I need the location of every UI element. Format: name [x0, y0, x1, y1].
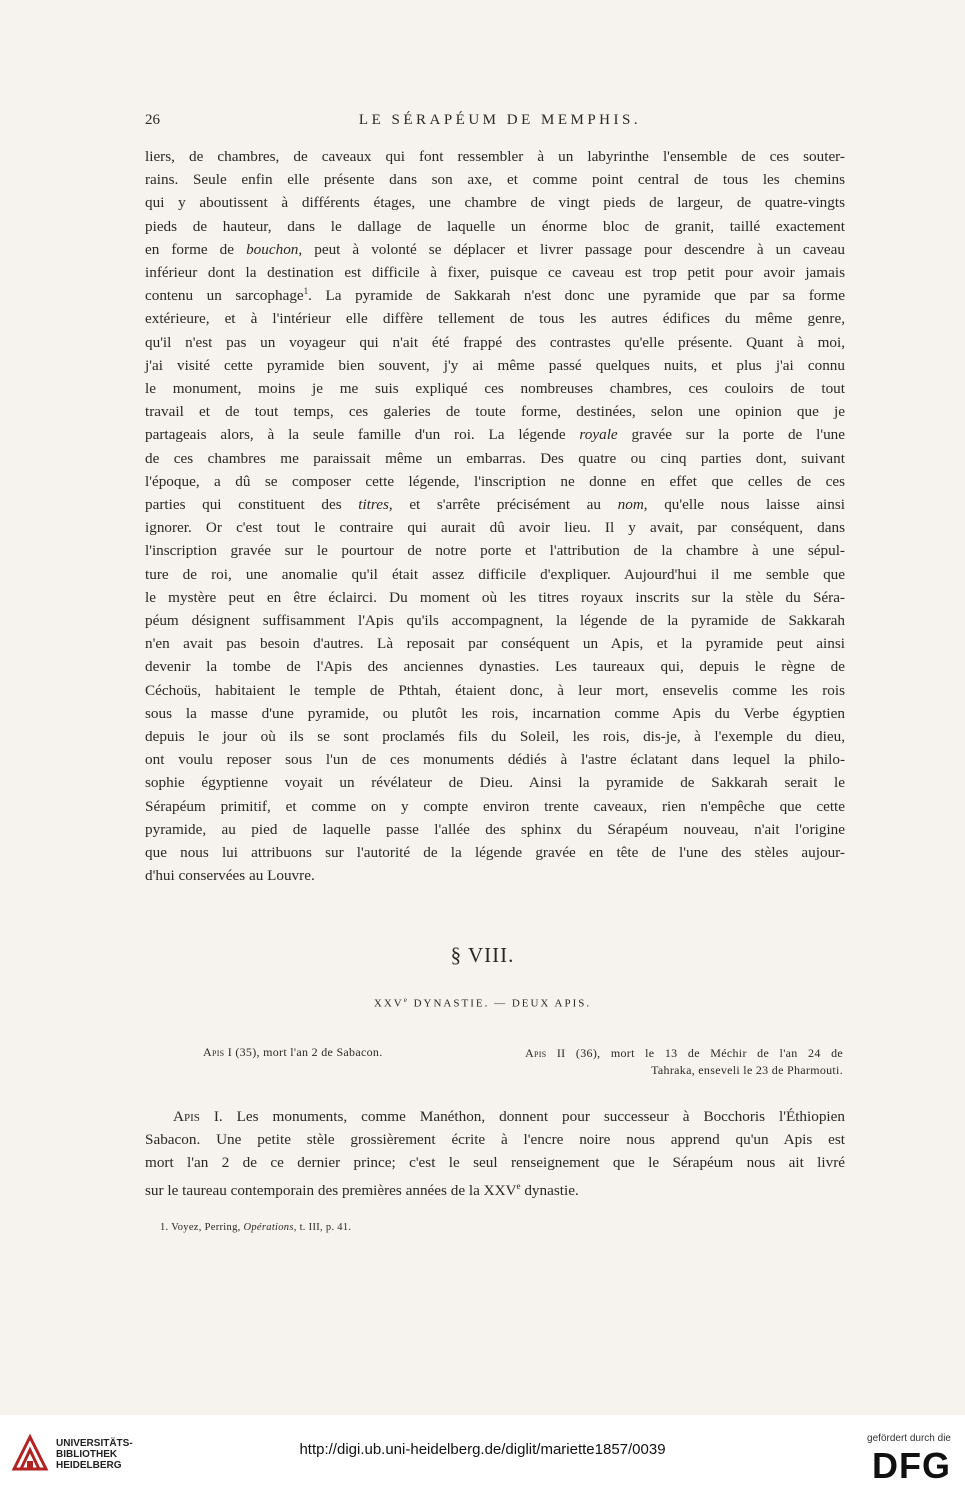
- text-line: partageais alors, à la seule famille d'un roi. La légende royale gravée sur la porte de l'une: [145, 426, 845, 444]
- text-line: d'hui conservées au Louvre.: [145, 867, 315, 885]
- section-heading: § VIII.: [450, 943, 515, 967]
- text-line: péum désignent suffisamment l'Apis qu'ils accompagnent, la légende de la pyramide de Sakkarah: [145, 612, 845, 630]
- text-line: l'inscription gravée sur le pourtour de notre porte et l'attribution de la chambre à une sépul-: [145, 542, 845, 560]
- text-line: Céchoüs, habitaient le temple de Pthtah, étaient donc, à leur mort, ensevelis comme les rois: [145, 681, 845, 699]
- italic-term: royale: [579, 426, 618, 444]
- text-line: Sabacon. Une petite stèle grossièrement écrite à l'encre noire nous apprend qu'un Apis est: [145, 1131, 845, 1149]
- apis-summary-left: Apis I (35), mort l'an 2 de Sabacon.: [203, 1045, 383, 1059]
- dynasty-heading: XXVe DYNASTIE. — DEUX APIS.: [373, 996, 592, 1010]
- page-number: 26: [145, 112, 160, 128]
- text-line: sous la masse d'une pyramide, ou plutôt les rois, incarnation comme Apis du Verbe égyptien: [145, 704, 845, 722]
- footnote-reference: 1: [303, 286, 309, 297]
- text-line: parties qui constituent des titres, et s'arrête précisément au nom, qu'elle nous laisse ainsi: [145, 496, 846, 514]
- text-line: contenu un sarcophage$^1$. La pyramide de Sakkarah n'est donc une pyramide que par sa forme: [145, 286, 845, 305]
- text-line: qui y aboutissent à différents étages, une chambre de vingt pieds de largeur, de quatre-vingts: [145, 194, 845, 212]
- text-line: sur le taureau contemporain des premières années de la XXVe dynastie.: [145, 1180, 579, 1199]
- text-line: le mystère peut en être éclairci. Du moment où les titres royaux inscrits sur la stèle du Séra-: [145, 588, 845, 606]
- italic-term: titres: [358, 496, 389, 514]
- text-line: devenir la tombe de l'Apis des anciennes dynasties. Les taureaux qui, depuis le règne de: [145, 658, 845, 676]
- text-line: depuis le jour où ils se sont proclamés fils du Soleil, les rois, dis-je, à l'exemple du dieu,: [145, 728, 845, 746]
- paragraph-apis-one: [145, 1105, 845, 1202]
- text-line: extérieure, et à l'intérieur elle diffère tellement de tous les autres édifices du même genre,: [145, 310, 845, 328]
- permalink[interactable]: http://digi.ub.uni-heidelberg.de/diglit/mariette1857/0039: [299, 1441, 666, 1458]
- dfg-logo[interactable]: DFG: [872, 1445, 951, 1486]
- apis-summary-right: Apis II (36), mort le 13 de Méchir de l'an 24 de Tahraka, enseveli le 23 de Pharmouti.: [525, 1046, 843, 1077]
- italic-term: bouchon: [246, 240, 299, 258]
- text-line: pyramide, au pied de laquelle passe l'allée des sphinx du Sérapéum nouveau, n'ait l'origine: [145, 820, 845, 838]
- library-name[interactable]: UNIVERSITÄTS- BIBLIOTHEK HEIDELBERG: [56, 1438, 133, 1471]
- text-line: en forme de bouchon, peut à volonté se déplacer et livrer passage pour descendre à un caveau: [145, 240, 845, 258]
- funding-caption: gefördert durch die: [867, 1433, 951, 1444]
- text-line: ont voulu reposer sous l'un de ces monuments dédiés à l'astre éclatant dans lequel la philo-: [145, 751, 845, 769]
- italic-term: nom: [617, 496, 644, 514]
- text-line: sophie égyptienne voyait un révélateur de Dieu. Ainsi la pyramide de Sakkarah serait le: [145, 774, 845, 792]
- text-line: Apis I. Les monuments, comme Manéthon, donnent pour successeur à Bocchoris l'Éthiopien: [173, 1108, 845, 1125]
- text-line: n'en avait pas besoin d'autres. Là reposait par conséquent un Apis, et la pyramide peut ainsi: [145, 635, 845, 653]
- text-line: ture de roi, une anomalie qu'il était assez difficile d'expliquer. Aujourd'hui il me semble que: [145, 565, 845, 583]
- text-line: Sérapéum primitif, et comme on y compte environ trente caveaux, rien n'empêche que cette: [145, 797, 845, 815]
- text-line: que nous lui attribuons sur l'autorité de la légende gravée en tête de l'une des stèles aujour-: [145, 844, 845, 862]
- text-line: j'ai visité cette pyramide bien souvent, j'y ai même passé quelques nuits, et plus j'ai connu: [145, 356, 845, 374]
- text-line: le monument, moins je me suis expliqué ces nombreuses chambres, ces couloirs de tout: [145, 380, 845, 398]
- text-line: travail et de tout temps, ces galeries de toute forme, destinées, selon une opinion que je: [145, 403, 845, 421]
- text-line: l'époque, a dû se composer cette légende, l'inscription ne donne en effet que celles de ces: [145, 472, 845, 490]
- paragraph-main: [145, 145, 845, 888]
- text-line: liers, de chambres, de caveaux qui font ressembler à un labyrinthe l'ensemble de ces souter-: [145, 148, 845, 165]
- footnote: 1. Voyez, Perring, Opérations, t. III, p. 41.: [160, 1222, 352, 1233]
- text-line: ignorer. Or c'est tout le contraire qui aurait dû avoir lieu. Il y avait, par conséquent, dans: [145, 519, 845, 537]
- text-line: de ces chambres me paraissait même un embarras. Des quatre ou cinq parties dont, suivant: [145, 449, 845, 467]
- text-line: qu'il n'est pas un voyageur qui n'ait été frappé des contrastes qu'elle présente. Quant à moi,: [145, 333, 845, 351]
- text-line: mort l'an 2 de ce dernier prince; c'est le seul renseignement que le Sérapéum nous ait livré: [145, 1154, 845, 1172]
- running-title: LE SÉRAPÉUM DE MEMPHIS.: [358, 112, 642, 128]
- text-line: pieds de hauteur, dans le dallage de laquelle un énorme bloc de granit, taillé exactement: [145, 217, 845, 235]
- running-head: [145, 112, 845, 134]
- text-line: rains. Seule enfin elle présente dans son axe, et comme point central de tous les chemins: [145, 171, 845, 189]
- text-line: inférieur dont la destination est difficile à fixer, puisque ce caveau est trop petit pour avoir jamais: [145, 264, 845, 282]
